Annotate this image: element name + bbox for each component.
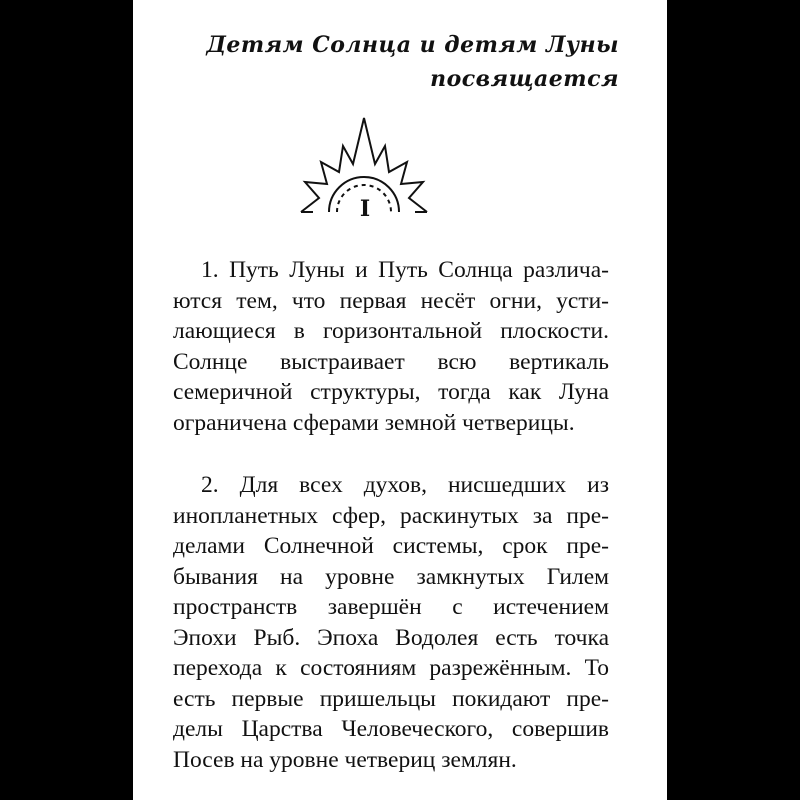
paragraph-line: делами Солнечной системы, срок пре-	[173, 533, 609, 559]
paragraph-line: ограничена сферами земной четверицы.	[173, 409, 575, 436]
right-black-margin	[667, 0, 800, 800]
chapter-numeral: I	[359, 196, 371, 222]
paragraph-line: 1. Путь Луны и Путь Солнца различа-	[201, 257, 609, 283]
paragraph-2	[173, 470, 609, 775]
paragraph-line: Солнце выстраивает всю вертикаль	[173, 348, 609, 375]
left-black-margin	[0, 0, 133, 800]
paragraph-line: Эпохи Рыб. Эпоха Водолея есть точка	[173, 624, 609, 651]
dedication	[206, 28, 619, 96]
paragraph-line: семеричной структуры, тогда как Луна	[173, 379, 609, 405]
paragraph-line: ются тем, что первая несёт огни, усти-	[173, 287, 609, 314]
paragraph-line: лающиеся в горизонтальной плоскости.	[173, 318, 609, 344]
paragraph-line: бывания на уровне замкнутых Гилем	[173, 563, 609, 590]
paragraph-line: есть первые пришельцы покидают пре-	[173, 685, 609, 712]
dedication-line-2: посвящается	[430, 66, 619, 92]
book-page	[133, 0, 667, 800]
paragraph-line: инопланетных сфер, раскинутых за пре-	[173, 502, 609, 529]
paragraph-line: 2. Для всех духов, нисшедших из	[201, 472, 609, 498]
paragraph-line: перехода к состояниям разрежённым. То	[173, 655, 609, 681]
paragraph-line: пространств завершён с истечением	[173, 594, 609, 620]
dedication-line-1: Детям Солнца и детям Луны	[206, 32, 619, 58]
paragraph-1	[173, 255, 609, 438]
paragraph-line: делы Царства Человеческого, совершив	[173, 716, 609, 742]
paragraph-line: Посев на уровне четвериц землян.	[173, 746, 517, 773]
